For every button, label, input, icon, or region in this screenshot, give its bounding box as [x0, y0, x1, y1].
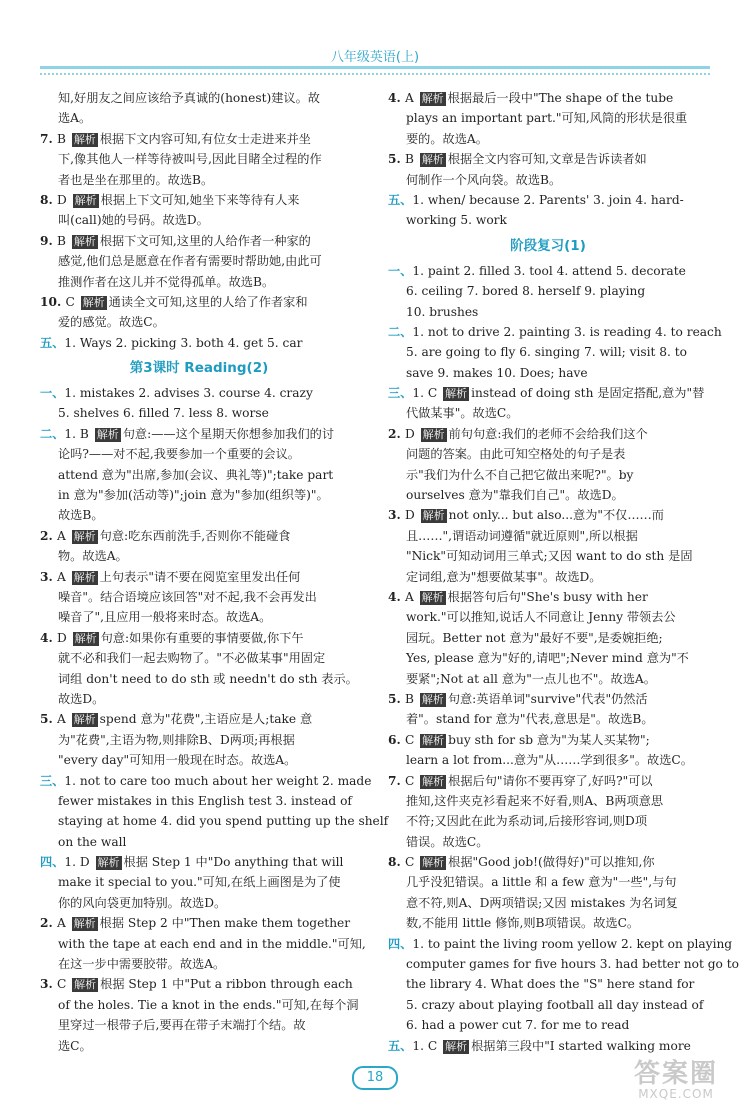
answer-text: 1. C 解析 instead of doing sth 是固定搭配,意为"替 [412, 386, 705, 401]
answer-line [40, 251, 358, 271]
answer-line [40, 689, 358, 709]
analysis-tag: 解析 [422, 733, 445, 747]
section-number: 三、 [388, 386, 413, 401]
answer-text: work."可以推知,说话人不同意让 Jenny 带领去公 [406, 610, 676, 625]
answer-text: Yes, please 意为"好的,请吧";Never mind 意为"不 [406, 651, 689, 666]
answer-line [388, 322, 722, 342]
answer-text: B 解析 根据全文内容可知,文章是告诉读者如 [404, 152, 647, 167]
question-number: 3. [388, 508, 405, 523]
page-number: 18 [352, 1066, 398, 1090]
answer-text: C 解析 buy sth for sb 意为"为某人买某物"; [404, 732, 650, 747]
answer-line [388, 832, 708, 852]
answer-line [388, 730, 708, 750]
answer-line [388, 1015, 708, 1035]
answer-line [40, 108, 358, 128]
answer-line [40, 231, 358, 251]
answer-line [40, 272, 358, 292]
answer-text: 1. to paint the living room yellow 2. kept on playing [412, 936, 733, 951]
answer-text: the library 4. What does the "S" here stand for [406, 977, 695, 992]
answer-text: A 解析 句意:吃东西前洗手,否则你不能碰食 [56, 528, 291, 543]
question-number: 4. [388, 91, 405, 105]
section-number: 三、 [40, 773, 65, 788]
answer-line [40, 403, 358, 423]
question-number: 2. [388, 426, 405, 441]
answer-line [40, 974, 358, 994]
answer-line [40, 444, 358, 464]
question-number: 3. [40, 977, 57, 992]
analysis-tag: 解析 [74, 631, 97, 645]
answer-text: 5. crazy about playing football all day instead of [406, 997, 704, 1012]
answer-line [40, 292, 358, 312]
analysis-tag: 解析 [97, 856, 120, 870]
answer-text: with the tape at each end and in the middle."可知, [58, 936, 366, 951]
answer-text: on the wall [58, 834, 127, 849]
answer-line [40, 709, 358, 729]
answer-text: 物。故选A。 [58, 549, 128, 564]
analysis-tag: 解析 [73, 529, 96, 543]
answer-text: B 解析 句意:英语单词"survive"代表"仍然活 [404, 691, 648, 706]
answer-line [40, 893, 358, 913]
answer-text: 选A。 [58, 111, 92, 126]
answer-line [388, 669, 708, 689]
section-number: 五、 [388, 192, 413, 207]
answer-text: fewer mistakes in this English test 3. instead of [58, 793, 352, 808]
analysis-tag: 解析 [421, 692, 444, 706]
answer-text: 1. B 解析 句意:——这个星期天你想参加我们的讨 [64, 426, 335, 441]
answer-text: 1. paint 2. filled 3. tool 4. attend 5. decorate [412, 263, 686, 278]
answer-line [388, 913, 708, 933]
analysis-tag: 解析 [74, 193, 97, 207]
answer-line [388, 444, 708, 464]
answer-text: 你的风向袋更加特别。故选D。 [58, 895, 227, 910]
watermark-top-text: 答案圈 [633, 1059, 718, 1089]
answer-text: A 解析 根据答句后句"She's busy with her [404, 589, 648, 604]
answer-text: plays an important part."可知,风筒的形状是很重 [406, 111, 688, 126]
question-number: 2. [40, 916, 57, 931]
answer-text: 1. Ways 2. picking 3. both 4. get 5. car [64, 335, 303, 350]
answer-text: 5. shelves 6. filled 7. less 8. worse [58, 406, 269, 421]
answer-text: 5. are going to fly 6. singing 7. will; visit 8. to [406, 345, 688, 360]
answer-text: 定词组,意为"想要做某事"。故选D。 [406, 569, 602, 584]
answer-text: save 9. makes 10. Does; have [406, 365, 588, 380]
analysis-tag: 解析 [445, 1039, 468, 1053]
answer-line [388, 750, 708, 770]
analysis-tag: 解析 [73, 132, 96, 146]
question-number: 8. [40, 192, 57, 207]
answer-line [388, 342, 708, 362]
answer-text: 且……",谓语动词遵循"就近原则",所以根据 [406, 528, 638, 543]
analysis-tag: 解析 [422, 856, 445, 870]
answer-line [388, 149, 708, 169]
answer-line [40, 628, 358, 648]
page-header-title: 八年级英语(上) [330, 50, 420, 65]
answer-line [40, 669, 358, 689]
answer-line [388, 567, 708, 587]
answer-line [40, 648, 358, 668]
question-number: 5. [388, 691, 405, 706]
answer-line [388, 811, 708, 831]
answer-line [388, 648, 708, 668]
answer-text: C 解析 根据 Step 1 中"Put a ribbon through each [56, 977, 353, 992]
answer-text: 知,好朋友之间应该给予真诚的(honest)建议。故 [58, 91, 320, 105]
answer-text: 6. ceiling 7. bored 8. herself 9. playing [406, 284, 646, 299]
answer-line [40, 526, 358, 546]
answer-text: 噪音了",且应用一般将来时态。故选A。 [58, 610, 272, 625]
answer-line [388, 190, 708, 210]
answer-line [40, 995, 358, 1015]
analysis-tag: 解析 [422, 774, 445, 788]
analysis-tag: 解析 [96, 427, 119, 441]
answer-text: in 意为"参加(活动等)";join 意为"参加(组织等)"。 [58, 488, 329, 503]
answer-line [388, 505, 708, 525]
answer-text: 1. C 解析 根据第三段中"I started walking more [412, 1038, 691, 1053]
answer-line [388, 383, 708, 403]
answer-text: 为"花费",主语为物,则排除B、D两项;再根据 [58, 732, 295, 747]
question-number: 9. [40, 233, 57, 248]
answer-line [388, 485, 708, 505]
answer-text: computer games for five hours 3. had better not go to [406, 957, 740, 972]
answer-line [388, 607, 708, 627]
answer-text: of the holes. Tie a knot in the ends."可知,在每个洞 [58, 997, 359, 1012]
section-number: 一、 [40, 386, 65, 401]
answer-line [40, 190, 358, 210]
answer-text: 着"。stand for 意为"代表,意思是"。故选B。 [406, 712, 654, 727]
answer-text: 1. not to care too much about her weight 2. made [64, 773, 372, 788]
answer-text: 者也是坐在那里的。故选B。 [58, 172, 214, 187]
answer-line [40, 333, 358, 353]
answer-text: A 解析 根据 Step 2 中"Then make them together [56, 916, 351, 931]
answer-line [388, 170, 708, 190]
answer-text: 要紧";Not at all 意为"一点儿也不"。故选A。 [406, 671, 656, 686]
question-number: 7. [388, 773, 405, 788]
answer-text: 意不符,则A、D两项错误;又因 mistakes 为名词复 [406, 895, 678, 910]
question-number: 4. [40, 630, 57, 645]
answer-line [388, 424, 708, 444]
answer-line [388, 88, 708, 108]
answer-text: 感觉,他们总是愿意在作者有需要时帮助她,由此可 [58, 254, 322, 269]
answer-line [40, 383, 358, 403]
answer-line [388, 995, 708, 1015]
answer-text: 几乎没犯错误。a little 和 a few 意为"一些",与句 [406, 875, 677, 890]
answer-text: "every day"可知用一般现在时态。故选A。 [58, 753, 297, 768]
question-number: 5. [388, 152, 405, 167]
answer-text: 1. mistakes 2. advises 3. course 4. crazy [64, 386, 313, 401]
answer-line [388, 893, 708, 913]
answer-text: 6. had a power cut 7. for me to read [406, 1018, 630, 1033]
answer-line [388, 363, 708, 383]
answer-text: C 解析 根据后句"请你不要再穿了,好吗?"可以 [404, 773, 653, 788]
answer-text: 在这一步中需要胶带。故选A。 [58, 957, 226, 972]
answer-line [40, 546, 358, 566]
answer-text: D 解析 句意:如果你有重要的事情要做,你下午 [56, 630, 304, 645]
analysis-tag: 解析 [73, 234, 96, 248]
answer-text: D 解析 not only... but also...意为"不仅……而 [404, 508, 664, 523]
answer-line [388, 791, 708, 811]
answer-text: 何制作一个风向袋。故选B。 [406, 172, 562, 187]
answer-line [388, 934, 733, 954]
watermark-bottom-text: MXQE.COM [638, 1087, 714, 1101]
answer-text: make it special to you."可知,在纸上画图是为了使 [58, 875, 341, 890]
answer-text: D 解析 前句句意:我们的老师不会给我们这个 [404, 426, 648, 441]
answer-line [40, 312, 358, 332]
watermark-logo [612, 1060, 740, 1100]
answer-text: attend 意为"出席,参加(会议、典礼等)";take part [58, 467, 334, 482]
answer-text: 要的。故选A。 [406, 131, 488, 146]
question-number: 5. [40, 712, 57, 727]
answer-line [388, 628, 708, 648]
section-number: 四、 [388, 936, 413, 951]
question-number: 8. [388, 855, 405, 870]
answer-line [40, 424, 358, 444]
section-number: 二、 [388, 324, 413, 339]
analysis-tag: 解析 [421, 92, 444, 105]
answer-line [40, 567, 358, 587]
answer-line [388, 689, 708, 709]
answer-line [40, 954, 358, 974]
answer-line [40, 771, 372, 791]
answer-line [40, 1036, 358, 1056]
answer-text: ourselves 意为"靠我们自己"。故选D。 [406, 488, 624, 503]
answer-line [40, 210, 358, 230]
answer-line [388, 771, 708, 791]
answer-text: 论吗?——对不起,我要参加一个重要的会议。 [58, 447, 300, 462]
answer-line [388, 954, 740, 974]
answer-text: 选C。 [58, 1038, 92, 1053]
answer-text: A 解析 上句表示"请不要在阅览室里发出任何 [56, 569, 301, 584]
question-number: 2. [40, 528, 57, 543]
answer-text: working 5. work [406, 213, 507, 228]
answer-text: A 解析 spend 意为"花费",主语应是人;take 意 [56, 712, 313, 727]
answer-text: 故选D。 [58, 691, 105, 706]
answer-text: 词组 don't need to do sth 或 needn't do sth 表示。 [58, 671, 358, 686]
answer-text: 错误。故选C。 [406, 834, 489, 849]
answer-text: 1. not to drive 2. painting 3. is reading 4. to reach [412, 324, 722, 339]
answer-line [40, 129, 358, 149]
answer-text: A 解析 根据最后一段中"The shape of the tube [404, 91, 674, 105]
answer-text: 里穿过一根带子后,要再在带子末端打个结。故 [58, 1018, 306, 1033]
left-column [40, 88, 389, 1056]
answer-text: C 解析 根据"Good job!(做得好)"可以推知,你 [404, 855, 655, 870]
answer-line [388, 709, 708, 729]
answer-line [40, 607, 358, 627]
answer-text: 推知,这件夹克衫看起来不好看,则A、B两项意思 [406, 793, 664, 808]
answer-text: 10. brushes [406, 304, 479, 319]
answer-line [388, 852, 708, 872]
analysis-tag: 解析 [74, 978, 97, 992]
question-number: 10. [40, 294, 66, 309]
answer-line [40, 791, 358, 811]
section-number: 一、 [388, 263, 413, 278]
question-number: 6. [388, 732, 405, 747]
answer-line [40, 750, 358, 770]
answer-line [388, 974, 708, 994]
answer-text: 数,不能用 little 修饰,则B项错误。故选C。 [406, 916, 640, 931]
answer-text: 不符;又因此在此为系动词,后接形容词,则D项 [406, 814, 648, 829]
analysis-tag: 解析 [73, 713, 96, 727]
answer-line [40, 1015, 358, 1035]
answer-line [388, 261, 708, 281]
answer-text: 爱的感觉。故选C。 [58, 315, 165, 330]
answer-text: 噪音"。结合语境应该回答"对不起,我不会再发出 [58, 589, 317, 604]
analysis-tag: 解析 [421, 590, 444, 604]
answer-line [40, 170, 358, 190]
section-number: 四、 [40, 855, 65, 870]
answer-text: 就不必和我们一起去购物了。"不必做某事"用固定 [58, 651, 326, 666]
answer-text: 1. when/ because 2. Parents' 3. join 4. hard- [412, 192, 684, 207]
answer-text: 叫(call)她的号码。故选D。 [58, 213, 209, 228]
answer-line [388, 403, 708, 423]
answer-line [40, 730, 358, 750]
answer-line [388, 465, 708, 485]
answer-text: C 解析 通读全文可知,这里的人给了作者家和 [65, 294, 308, 309]
section-heading: 阶段复习(1) [510, 237, 586, 254]
answer-line [40, 587, 358, 607]
answer-line [40, 149, 358, 169]
header-dotted-rule [40, 73, 710, 75]
answer-text: learn a lot from...意为"从……学到很多"。故选C。 [406, 753, 693, 768]
answer-line [40, 485, 358, 505]
answer-text: 1. D 解析 根据 Step 1 中"Do anything that will [64, 855, 344, 870]
answer-text: B 解析 根据下文可知,这里的人给作者一种家的 [56, 233, 311, 248]
answer-text: B 解析 根据下文内容可知,有位女士走进来并坐 [56, 131, 311, 146]
section-number: 二、 [40, 426, 65, 441]
answer-text: staying at home 4. did you spend putting up the shelf [58, 814, 389, 829]
answer-text: 园玩。Better not 意为"最好不要",是委婉拒绝; [406, 630, 663, 645]
question-number: 3. [40, 569, 57, 584]
answer-text: D 解析 根据上下文可知,她坐下来等待有人来 [56, 192, 300, 207]
answer-line [40, 832, 358, 852]
analysis-tag: 解析 [421, 153, 444, 167]
answer-line [40, 88, 358, 108]
right-column [388, 88, 740, 1056]
answer-line [388, 1036, 708, 1056]
answer-line [388, 872, 708, 892]
answer-text: 代做某事"。故选C。 [406, 406, 519, 421]
header-rule [40, 66, 710, 69]
section-heading: 第3课时 Reading(2) [129, 360, 269, 377]
analysis-tag: 解析 [422, 509, 445, 523]
analysis-tag: 解析 [445, 387, 468, 401]
answer-text: 问题的答案。由此可知空格处的句子是表 [406, 447, 626, 462]
analysis-tag: 解析 [73, 570, 96, 584]
question-number: 4. [388, 589, 405, 604]
analysis-tag: 解析 [422, 427, 445, 441]
answer-line [40, 811, 389, 831]
question-number: 7. [40, 131, 57, 146]
answer-line [40, 913, 358, 933]
analysis-tag: 解析 [82, 295, 105, 309]
answer-text: 推测作者在这儿并不觉得孤单。故选B。 [58, 274, 275, 289]
answer-text: 下,像其他人一样等待被叫号,因此目睹全过程的作 [58, 152, 322, 167]
answer-text: 示"我们为什么不自己把它做出来呢?"。by [406, 467, 634, 482]
answer-line [40, 872, 358, 892]
answer-line [388, 546, 708, 566]
answer-line [388, 129, 708, 149]
answer-text: "Nick"可知动词用三单式;又因 want to do sth 是固 [406, 549, 693, 564]
answer-line [388, 526, 708, 546]
answer-line [40, 934, 366, 954]
answer-line [40, 505, 358, 525]
answer-line [40, 852, 358, 872]
answer-line [40, 465, 358, 485]
section-number: 五、 [388, 1038, 413, 1053]
answer-line [388, 281, 708, 301]
answer-text: 故选B。 [58, 508, 104, 523]
answer-line [388, 587, 708, 607]
answer-line [388, 302, 708, 322]
answer-line [388, 108, 708, 128]
answer-line [388, 210, 708, 230]
section-number: 五、 [40, 335, 65, 350]
analysis-tag: 解析 [73, 917, 96, 931]
